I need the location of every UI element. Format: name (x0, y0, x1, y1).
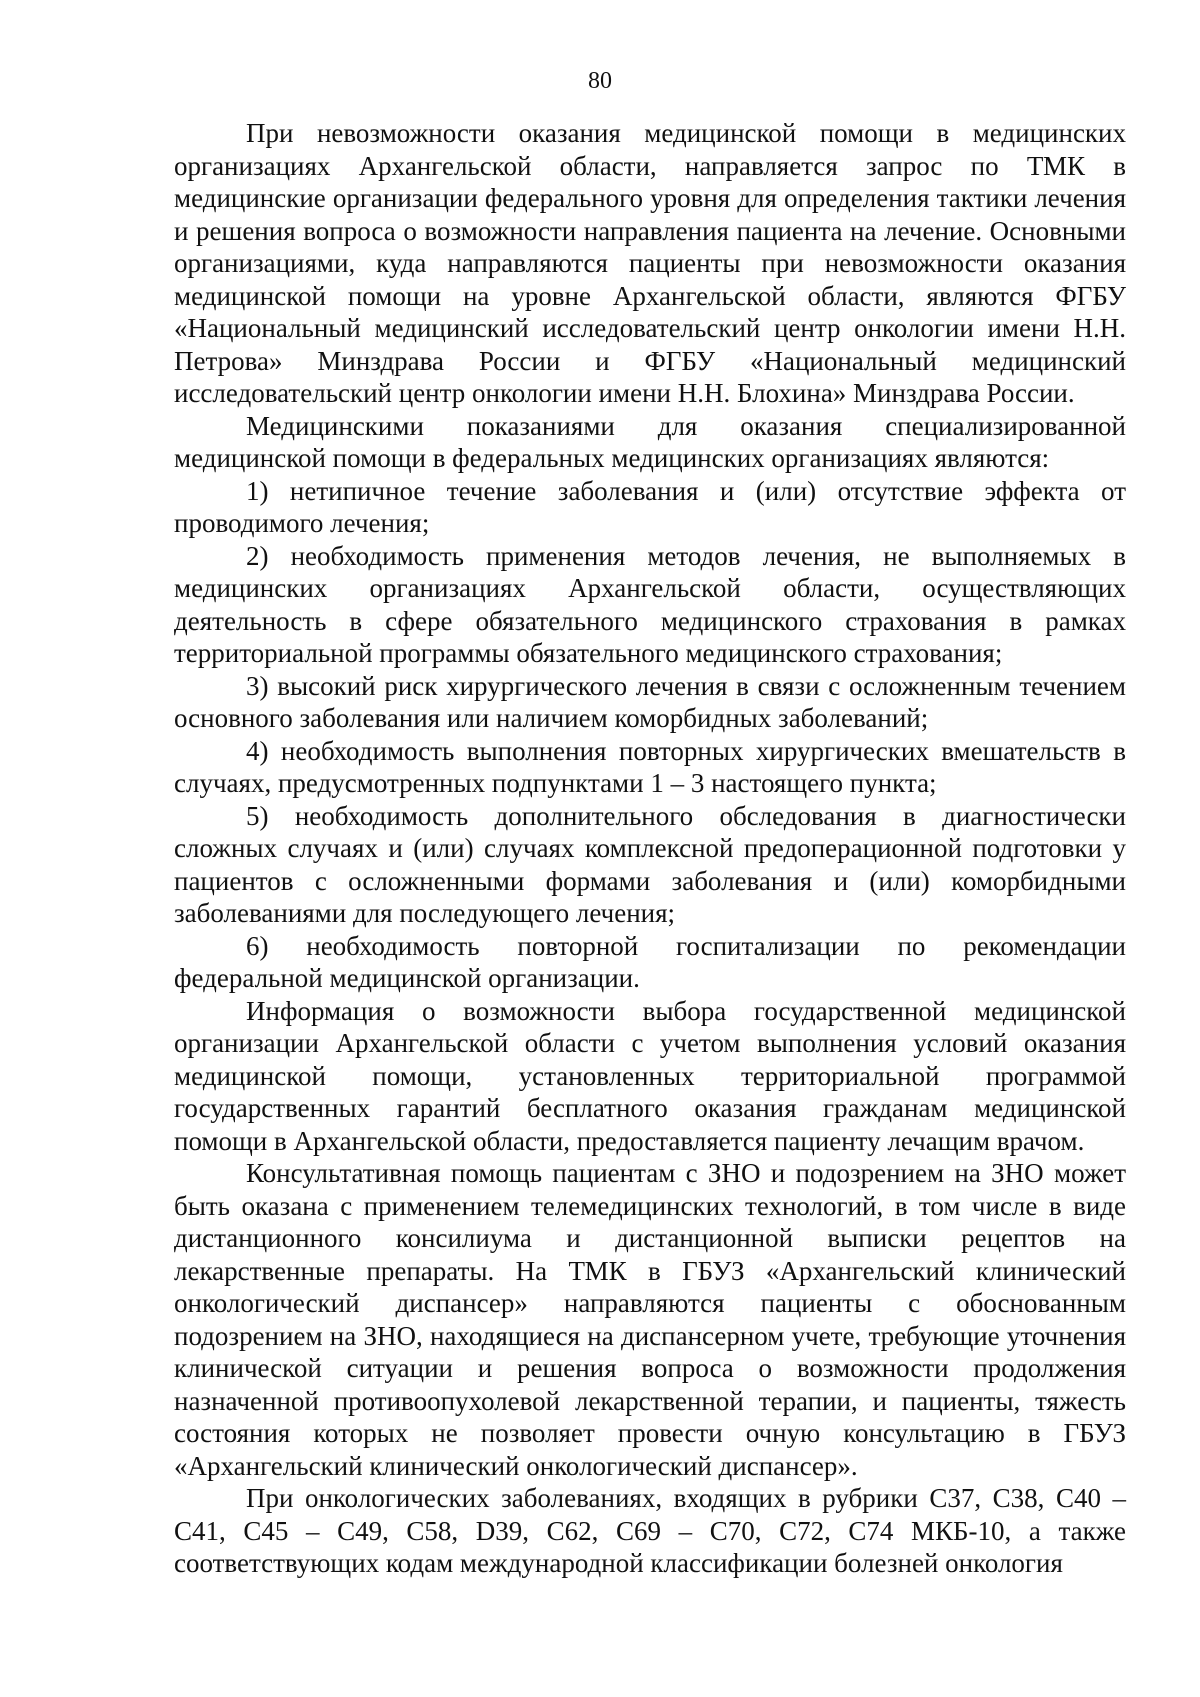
document-body (174, 117, 1126, 1580)
paragraph-telemedicine-consultation: Консультативная помощь пациентам с ЗНО и подозрением на ЗНО может быть оказана с применением телемедицинских технологий, в том числе в виде дистанционного консилиума и дистанционной выписки рецептов на лекарственные препараты. На ТМК в ГБУЗ «Архангельский клинический онкологический диспансер» направляются пациенты с обоснованным подозрением на ЗНО, находящиеся на диспансерном учете, требующие уточнения клинической ситуации и решения вопроса о возможности продолжения назначенной противоопухолевой лекарственной терапии, и пациенты, тяжесть состояния которых не позволяет провести очную консультацию в ГБУЗ «Архангельский клинический онкологический диспансер». (174, 1158, 1126, 1481)
paragraph-choice-information: Информация о возможности выбора государственной медицинской организации Архангельской области с учетом выполнения условий оказания медицинской помощи, установленных территориальной программой государственных гарантий бесплатного оказания гражданам медицинской помощи в Архангельской области, предоставляется пациенту лечащим врачом. (174, 995, 1126, 1156)
list-item-4: 4) необходимость выполнения повторных хирургических вмешательств в случаях, предусмотренных подпунктами 1 – 3 настоящего пункта; (174, 735, 1126, 798)
paragraph-tmk-federal-request: При невозможности оказания медицинской помощи в медицинских организациях Архангельской области, направляется запрос по ТМК в медицинские организации федерального уровня для определения тактики лечения и решения вопроса о возможности направления пациента на лечение. Основными организациями, куда направляются пациенты при невозможности оказания медицинской помощи на уровне Архангельской области, являются ФГБУ «Национальный медицинский исследовательский центр онкологии имени Н.Н. Петрова» Минздрава России и ФГБУ «Национальный медицинский исследовательский центр онкологии имени Н.Н. Блохина» Минздрава России. (174, 118, 1126, 408)
page-number: 80 (588, 68, 612, 94)
paragraph-icd-codes: При онкологических заболеваниях, входящих в рубрики C37, C38, C40 – C41, C45 – C49, C58, D39, C62, C69 – C70, C72, C74 МКБ-10, а также соответствующих кодам международной классификации болезней онкология (174, 1483, 1126, 1578)
list-item-2: 2) необходимость применения методов лечения, не выполняемых в медицинских организациях Архангельской области, осуществляющих деятельность в сфере обязательного медицинского страхования в рамках территориальной программы обязательного медицинского страхования; (174, 540, 1126, 668)
list-item-6: 6) необходимость повторной госпитализации по рекомендации федеральной медицинской организации. (174, 930, 1126, 993)
list-item-3: 3) высокий риск хирургического лечения в связи с осложненным течением основного заболевания или наличием коморбидных заболеваний; (174, 670, 1126, 733)
list-item-5: 5) необходимость дополнительного обследования в диагностически сложных случаях и (или) случаях комплексной предоперационной подготовки у пациентов с осложненными формами заболевания и (или) коморбидными заболеваниями для последующего лечения; (174, 800, 1126, 928)
paragraph-indications-intro: Медицинскими показаниями для оказания специализированной медицинской помощи в федеральных медицинских организациях являются: (174, 410, 1126, 473)
list-item-1: 1) нетипичное течение заболевания и (или) отсутствие эффекта от проводимого лечения; (174, 475, 1126, 538)
